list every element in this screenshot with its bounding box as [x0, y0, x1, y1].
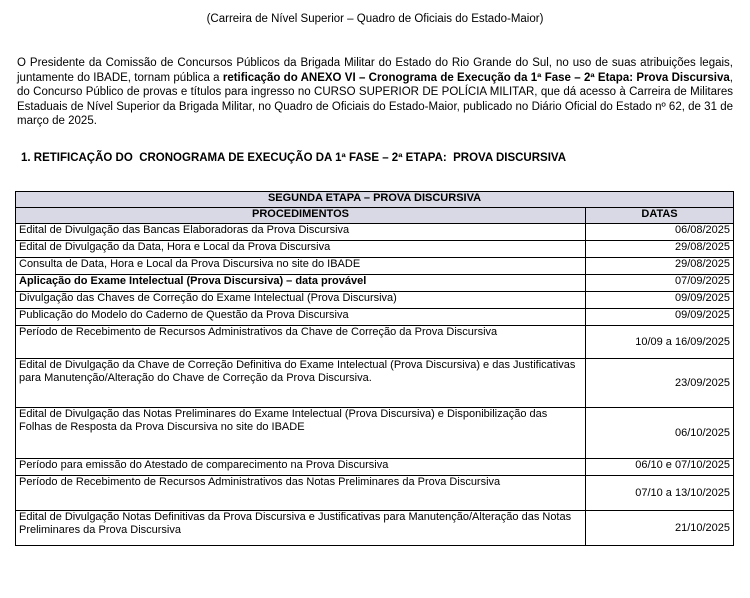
- date-cell: 10/09 a 16/09/2025: [586, 326, 734, 359]
- table-row: [16, 476, 734, 511]
- table-row: [16, 359, 734, 408]
- date-cell: 06/10/2025: [586, 408, 734, 459]
- table-header-row: [16, 208, 734, 224]
- column-header-procedimentos: PROCEDIMENTOS: [16, 208, 586, 224]
- table-row: [16, 326, 734, 359]
- table-row: [16, 309, 734, 326]
- procedure-cell: Edital de Divulgação da Chave de Correção Definitiva do Exame Intelectual (Prova Discursiva) e das Justificativas para Manutenção/Alteração do Chave de Correção da Prova Discursiva.: [16, 359, 586, 408]
- procedure-cell: Divulgação das Chaves de Correção do Exame Intelectual (Prova Discursiva): [16, 292, 586, 309]
- table-row: [16, 224, 734, 241]
- date-cell: 29/08/2025: [586, 241, 734, 258]
- date-cell: 09/09/2025: [586, 309, 734, 326]
- procedure-cell: Período para emissão do Atestado de comparecimento na Prova Discursiva: [16, 459, 586, 476]
- date-cell: 06/10 e 07/10/2025: [586, 459, 734, 476]
- intro-paragraph: [17, 56, 733, 129]
- procedure-cell: Edital de Divulgação das Bancas Elaboradoras da Prova Discursiva: [16, 224, 586, 241]
- procedure-cell: Período de Recebimento de Recursos Administrativos das Notas Preliminares da Prova Discursiva: [16, 476, 586, 511]
- table-row: [16, 408, 734, 459]
- column-header-datas: DATAS: [586, 208, 734, 224]
- date-cell: 07/10 a 13/10/2025: [586, 476, 734, 511]
- table-row: [16, 459, 734, 476]
- intro-text-part1: O Presidente da Comissão de Concursos Públicos da Brigada Militar do Estado do Rio Grande do Sul, no uso de suas atribuições legais, juntamente do IBADE, tornam pública a: [17, 57, 733, 84]
- intro-text-part2: , do Concurso Público de provas e títulos para ingresso no CURSO SUPERIOR DE POLÍCIA MILITAR, que dá acesso à Carreira de Militares Estaduais de Nível Superior da Brigada Militar, no Quadro de Oficiais do Estado-Maior, publicado no Diário Oficial do Estado nº 62, de 31 de março de 2025.: [17, 71, 733, 127]
- procedure-cell: Período de Recebimento de Recursos Administrativos da Chave de Correção da Prova Discursiva: [16, 326, 586, 359]
- intro-text-bold: retificação do ANEXO VI – Cronograma de Execução da 1ª Fase – 2ª Etapa: Prova Discursiva: [222, 71, 730, 84]
- procedure-cell: Edital de Divulgação das Notas Preliminares do Exame Intelectual (Prova Discursiva) e Disponibilização das Folhas de Resposta da Prova Discursiva no site do IBADE: [16, 408, 586, 459]
- table-row: [16, 511, 734, 546]
- schedule-table: [15, 191, 734, 546]
- procedure-cell: Aplicação do Exame Intelectual (Prova Discursiva) – data provável: [16, 275, 586, 292]
- document-subtitle: (Carreira de Nível Superior – Quadro de Oficiais do Estado-Maior): [206, 13, 544, 25]
- procedure-cell: Consulta de Data, Hora e Local da Prova Discursiva no site do IBADE: [16, 258, 586, 275]
- table-row: [16, 275, 734, 292]
- table-band-row: [16, 192, 734, 208]
- date-cell: 21/10/2025: [586, 511, 734, 546]
- table-row: [16, 258, 734, 275]
- procedure-cell: Edital de Divulgação da Data, Hora e Local da Prova Discursiva: [16, 241, 586, 258]
- section-heading: 1. RETIFICAÇÃO DO CRONOGRAMA DE EXECUÇÃO DA 1ª FASE – 2ª ETAPA: PROVA DISCURSIVA: [21, 152, 567, 164]
- table-row: [16, 292, 734, 309]
- table-band-title: SEGUNDA ETAPA – PROVA DISCURSIVA: [16, 192, 734, 208]
- procedure-cell: Edital de Divulgação Notas Definitivas da Prova Discursiva e Justificativas para Manutenção/Alteração das Notas Preliminares da Prova Discursiva: [16, 511, 586, 546]
- date-cell: 09/09/2025: [586, 292, 734, 309]
- date-cell: 07/09/2025: [586, 275, 734, 292]
- procedure-cell: Publicação do Modelo do Caderno de Questão da Prova Discursiva: [16, 309, 586, 326]
- date-cell: 23/09/2025: [586, 359, 734, 408]
- date-cell: 06/08/2025: [586, 224, 734, 241]
- table-row: [16, 241, 734, 258]
- date-cell: 29/08/2025: [586, 258, 734, 275]
